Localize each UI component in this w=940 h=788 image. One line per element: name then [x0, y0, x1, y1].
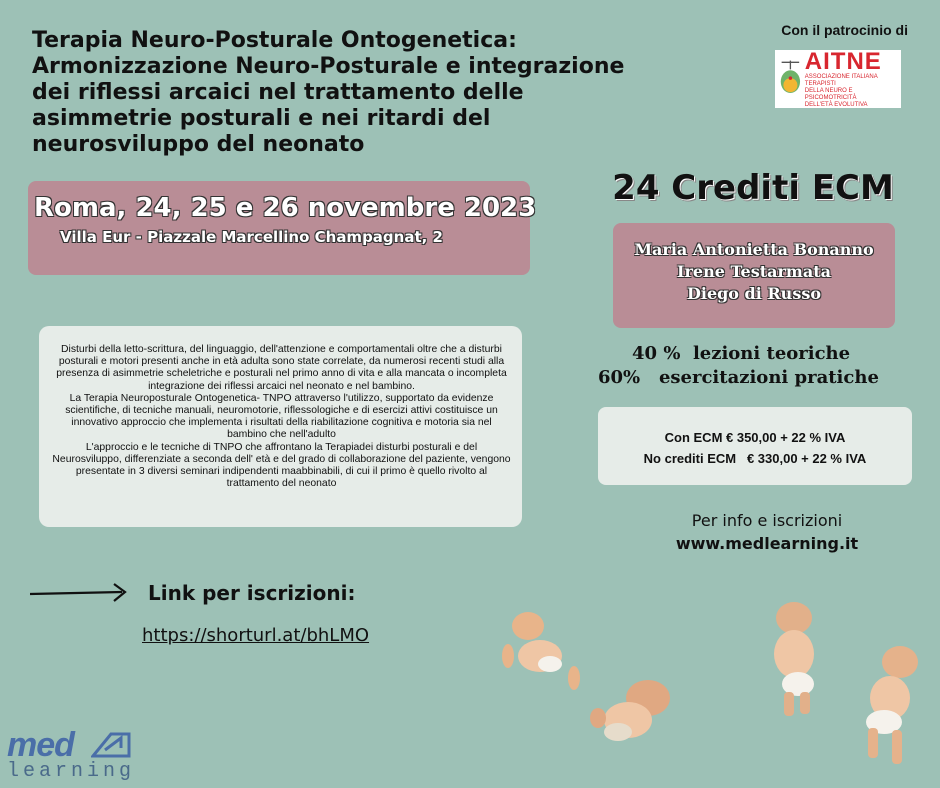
baby-2-figure [590, 680, 670, 741]
info-block [640, 509, 894, 555]
ecm-credits: 24 Crediti ECM [612, 168, 894, 208]
course-description [39, 326, 522, 527]
speakers-box [613, 223, 895, 328]
speaker-name: Diego di Russo [686, 284, 821, 303]
patronage-label: Con il patrocinio di [781, 22, 908, 38]
aitne-subtitle-line: ASSOCIAZIONE ITALIANA TERAPISTI [804, 73, 878, 87]
practice-share: 60% esercitazioni pratiche [598, 367, 879, 388]
event-date-box [28, 181, 537, 275]
price-box [598, 407, 912, 485]
description-paragraph: La Terapia Neuroposturale Ontogenetica- TNPO attraverso l'utilizzo, supportato da evidenze scientifiche, di tecniche manuali, neuromotorie, riflessologiche e di esercizi attivi costituisce un innovativo approccio che implementa i risultati della riabilitazione cognitiva e motoria sia nel bambino che nell'adulto [65, 392, 498, 441]
aitne-subtitle-line: DELLA NEURO E PSICOMOTRICITÀ [804, 87, 857, 101]
crawling-babies-image [488, 598, 940, 788]
medlearning-logo [5, 726, 136, 786]
aitne-subtitle-line: DELL'ETÀ EVOLUTIVA [804, 101, 868, 108]
price-no-ecm: No crediti ECM € 330,00 + 22 % IVA [643, 451, 867, 466]
event-venue: Villa Eur - Piazzale Marcellino Champagnat, 2 [60, 228, 443, 246]
price-with-ecm: Con ECM € 350,00 + 22 % IVA [664, 430, 846, 445]
baby-3-figure [774, 602, 814, 716]
baby-1-figure [502, 612, 580, 690]
info-label: Per info e iscrizioni [691, 511, 843, 530]
logo-learning-word: learning [7, 760, 136, 783]
event-date: Roma, 24, 25 e 26 novembre 2023 [34, 193, 537, 223]
speaker-name: Maria Antonietta Bonanno [634, 240, 874, 259]
course-title [32, 28, 652, 158]
registration-label: Link per iscrizioni: [148, 581, 356, 605]
arrow-right-icon [30, 582, 130, 604]
aitne-emblem-icon [779, 54, 802, 104]
title-line: asimmetrie posturali e nei ritardi del [32, 106, 491, 131]
aitne-name: AITNE [804, 47, 882, 75]
registration-link[interactable]: https://shorturl.at/bhLMO [142, 625, 370, 646]
baby-4-figure [866, 646, 918, 764]
title-line: Terapia Neuro-Posturale Ontogenetica: [32, 28, 517, 53]
speaker-name: Irene Testarmata [677, 262, 831, 281]
title-line: neurosviluppo del neonato [32, 132, 365, 157]
info-website-link[interactable]: www.medlearning.it [675, 534, 859, 553]
title-line: dei riflessi arcaici nel trattamento delle [32, 80, 524, 105]
description-paragraph: Disturbi della letto-scrittura, del linguaggio, dell'attenzione e comportamentali oltre che a disturbi posturali e motori presenti anche in età adulta sono state correlate, da numerosi recenti studi alla presenza di asimmetrie scheletriche e posturali nel primo anno di vita e alla mancata o incompleta integrazione dei riflessi arcaici nel neonato e nel bambino. [56, 344, 507, 392]
description-paragraph: L'approccio e le tecniche di TNPO che affrontano la Terapiadei disturbi posturali e del Neurosviluppo, differenziate a seconda dell' età e del grado di collaborazione del paziente, vengono presentate in 3 diversi seminari indipendenti maabbinabili, di cui il primo è quello rivolto al trattamento del neonato [52, 441, 511, 490]
aitne-logo [775, 47, 901, 108]
title-line: Armonizzazione Neuro-Posturale e integrazione [32, 54, 625, 79]
theory-share: 40 % lezioni teoriche [632, 343, 851, 364]
logo-arrow-icon [91, 730, 131, 760]
logo-med-word: med [7, 726, 74, 764]
course-split [598, 342, 910, 390]
